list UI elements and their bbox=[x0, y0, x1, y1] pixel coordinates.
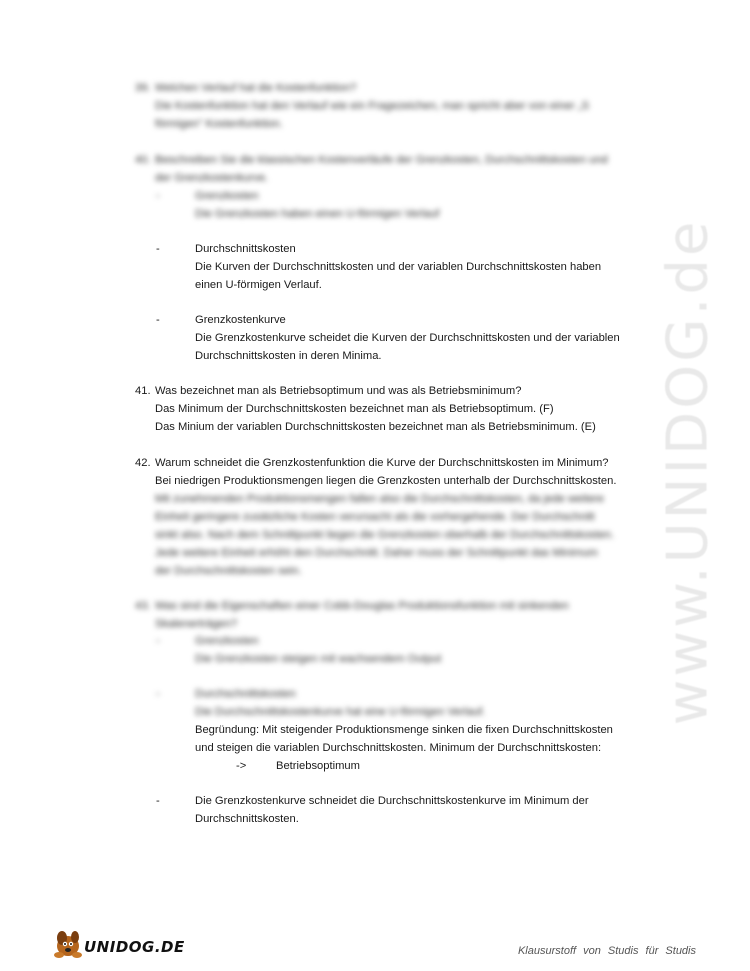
q41-number: 41. bbox=[135, 385, 151, 397]
q43-item-1-line: Die Grenzkosten steigen mit wachsendem Output bbox=[195, 653, 442, 665]
q40-item-2-line-1: Die Kurven der Durchschnittskosten und der variablen Durchschnittskosten haben bbox=[195, 261, 602, 273]
q40-item-2-line-2: einen U-förmigen Verlauf. bbox=[195, 279, 322, 291]
q39-number: 39. bbox=[135, 82, 151, 94]
q39-answer-line-1: Die Kostenfunktion hat den Verlauf wie ein Fragezeichen, man spricht aber von einer „S bbox=[155, 100, 590, 112]
q43-item-1-dash: - bbox=[156, 635, 160, 647]
logo-text: UNIDOG.DE bbox=[84, 938, 185, 956]
footer-slogan: Klausurstoff von Studis für Studis bbox=[517, 945, 696, 957]
q40-item-3-line-2: Durchschnittskosten in deren Minima. bbox=[195, 350, 382, 362]
q42-question: Warum schneidet die Grenzkostenfunktion die Kurve der Durchschnittskosten im Minimum? bbox=[155, 457, 609, 469]
q40-item-3-line-1: Die Grenzkostenkurve scheidet die Kurven der Durchschnittskosten und der variablen bbox=[195, 332, 620, 344]
q43-number: 43. bbox=[135, 600, 151, 612]
q41-answer-line-2: Das Minium der variablen Durchschnittskosten bezeichnet man als Betriebsminimum. (E) bbox=[155, 421, 596, 433]
q43-item-1-title: Grenzkosten bbox=[195, 635, 259, 647]
q40-item-3-dash: - bbox=[156, 314, 160, 326]
q42-answer-blur-3: sinkt also. Nach dem Schnittpunkt liegen die Grenzkosten oberhalb der Durchschnittskosten. bbox=[155, 529, 614, 541]
q43-item-3-dash: - bbox=[156, 795, 160, 807]
q40-item-2-dash: - bbox=[156, 243, 160, 255]
q40-item-1-line: Die Grenzkosten haben einen U-förmigen Verlauf bbox=[195, 208, 440, 220]
q43-item-2-title: Durchschnittskosten bbox=[195, 688, 296, 700]
q43-item-2-dash: - bbox=[156, 688, 160, 700]
q43-item-2-line: Die Durchschnittskostenkurve hat eine U-förmigen Verlauf. bbox=[195, 706, 486, 718]
q42-answer-blur-1: Mit zunehmenden Produktionsmengen fallen also die Durchschnittskosten, da jede weitere bbox=[155, 493, 605, 505]
q42-answer-blur-2: Einheit geringere zusätzliche Kosten verursacht als die vorhergehende. Der Durchschnitt bbox=[155, 511, 595, 523]
q43-item-3-line-2: Durchschnittskosten. bbox=[195, 813, 299, 825]
q40-item-1-dash: - bbox=[156, 190, 160, 202]
q42-number: 42. bbox=[135, 457, 151, 469]
arrow-result: Betriebsoptimum bbox=[276, 760, 360, 772]
q41-question: Was bezeichnet man als Betriebsoptimum und was als Betriebsminimum? bbox=[155, 385, 522, 397]
q43-item-2-reason-line-2: und steigen die variablen Durchschnittskosten. Minimum der Durchschnittskosten: bbox=[195, 742, 602, 754]
arrow-symbol: -> bbox=[236, 760, 247, 772]
q40-number: 40. bbox=[135, 154, 151, 166]
q40-item-1-title: Grenzkosten bbox=[195, 190, 259, 202]
q40-question-line-1: Beschreiben Sie die klassischen Kostenverläufe der Grenzkosten, Durchschnittskosten und bbox=[155, 154, 608, 166]
q43-question-line-2: Skalenerträgen? bbox=[155, 618, 238, 630]
q39-answer-line-2: förmigen" Kostenfunktion. bbox=[155, 118, 283, 130]
q43-item-2-reason-line-1: Begründung: Mit steigender Produktionsmenge sinken die fixen Durchschnittskosten bbox=[195, 724, 613, 736]
q43-question-line-1: Was sind die Eigenschaften einer Cobb-Douglas Produktionsfunktion mit sinkenden bbox=[155, 600, 569, 612]
q42-answer-blur-4: Jede weitere Einheit erhöht den Durchschnitt. Daher muss der Schnittpunkt das Minimum bbox=[155, 547, 598, 559]
q43-item-3-line-1: Die Grenzkostenkurve schneidet die Durchschnittskostenkurve im Minimum der bbox=[195, 795, 589, 807]
q40-item-3-title: Grenzkostenkurve bbox=[195, 314, 286, 326]
q42-answer-line-1: Bei niedrigen Produktionsmengen liegen die Grenzkosten unterhalb der Durchschnittskosten. bbox=[155, 475, 617, 487]
q40-question-line-2: der Grenzkostenkurve. bbox=[155, 172, 269, 184]
q40-item-2-title: Durchschnittskosten bbox=[195, 243, 296, 255]
q41-answer-line-1: Das Minimum der Durchschnittskosten bezeichnet man als Betriebsoptimum. (F) bbox=[155, 403, 554, 415]
watermark: www.UNIDOG.de bbox=[655, 218, 721, 726]
q42-answer-blur-5: der Durchschnittskosten sein. bbox=[155, 565, 302, 577]
q39-question: Welchen Verlauf hat die Kostenfunktion? bbox=[155, 82, 357, 94]
